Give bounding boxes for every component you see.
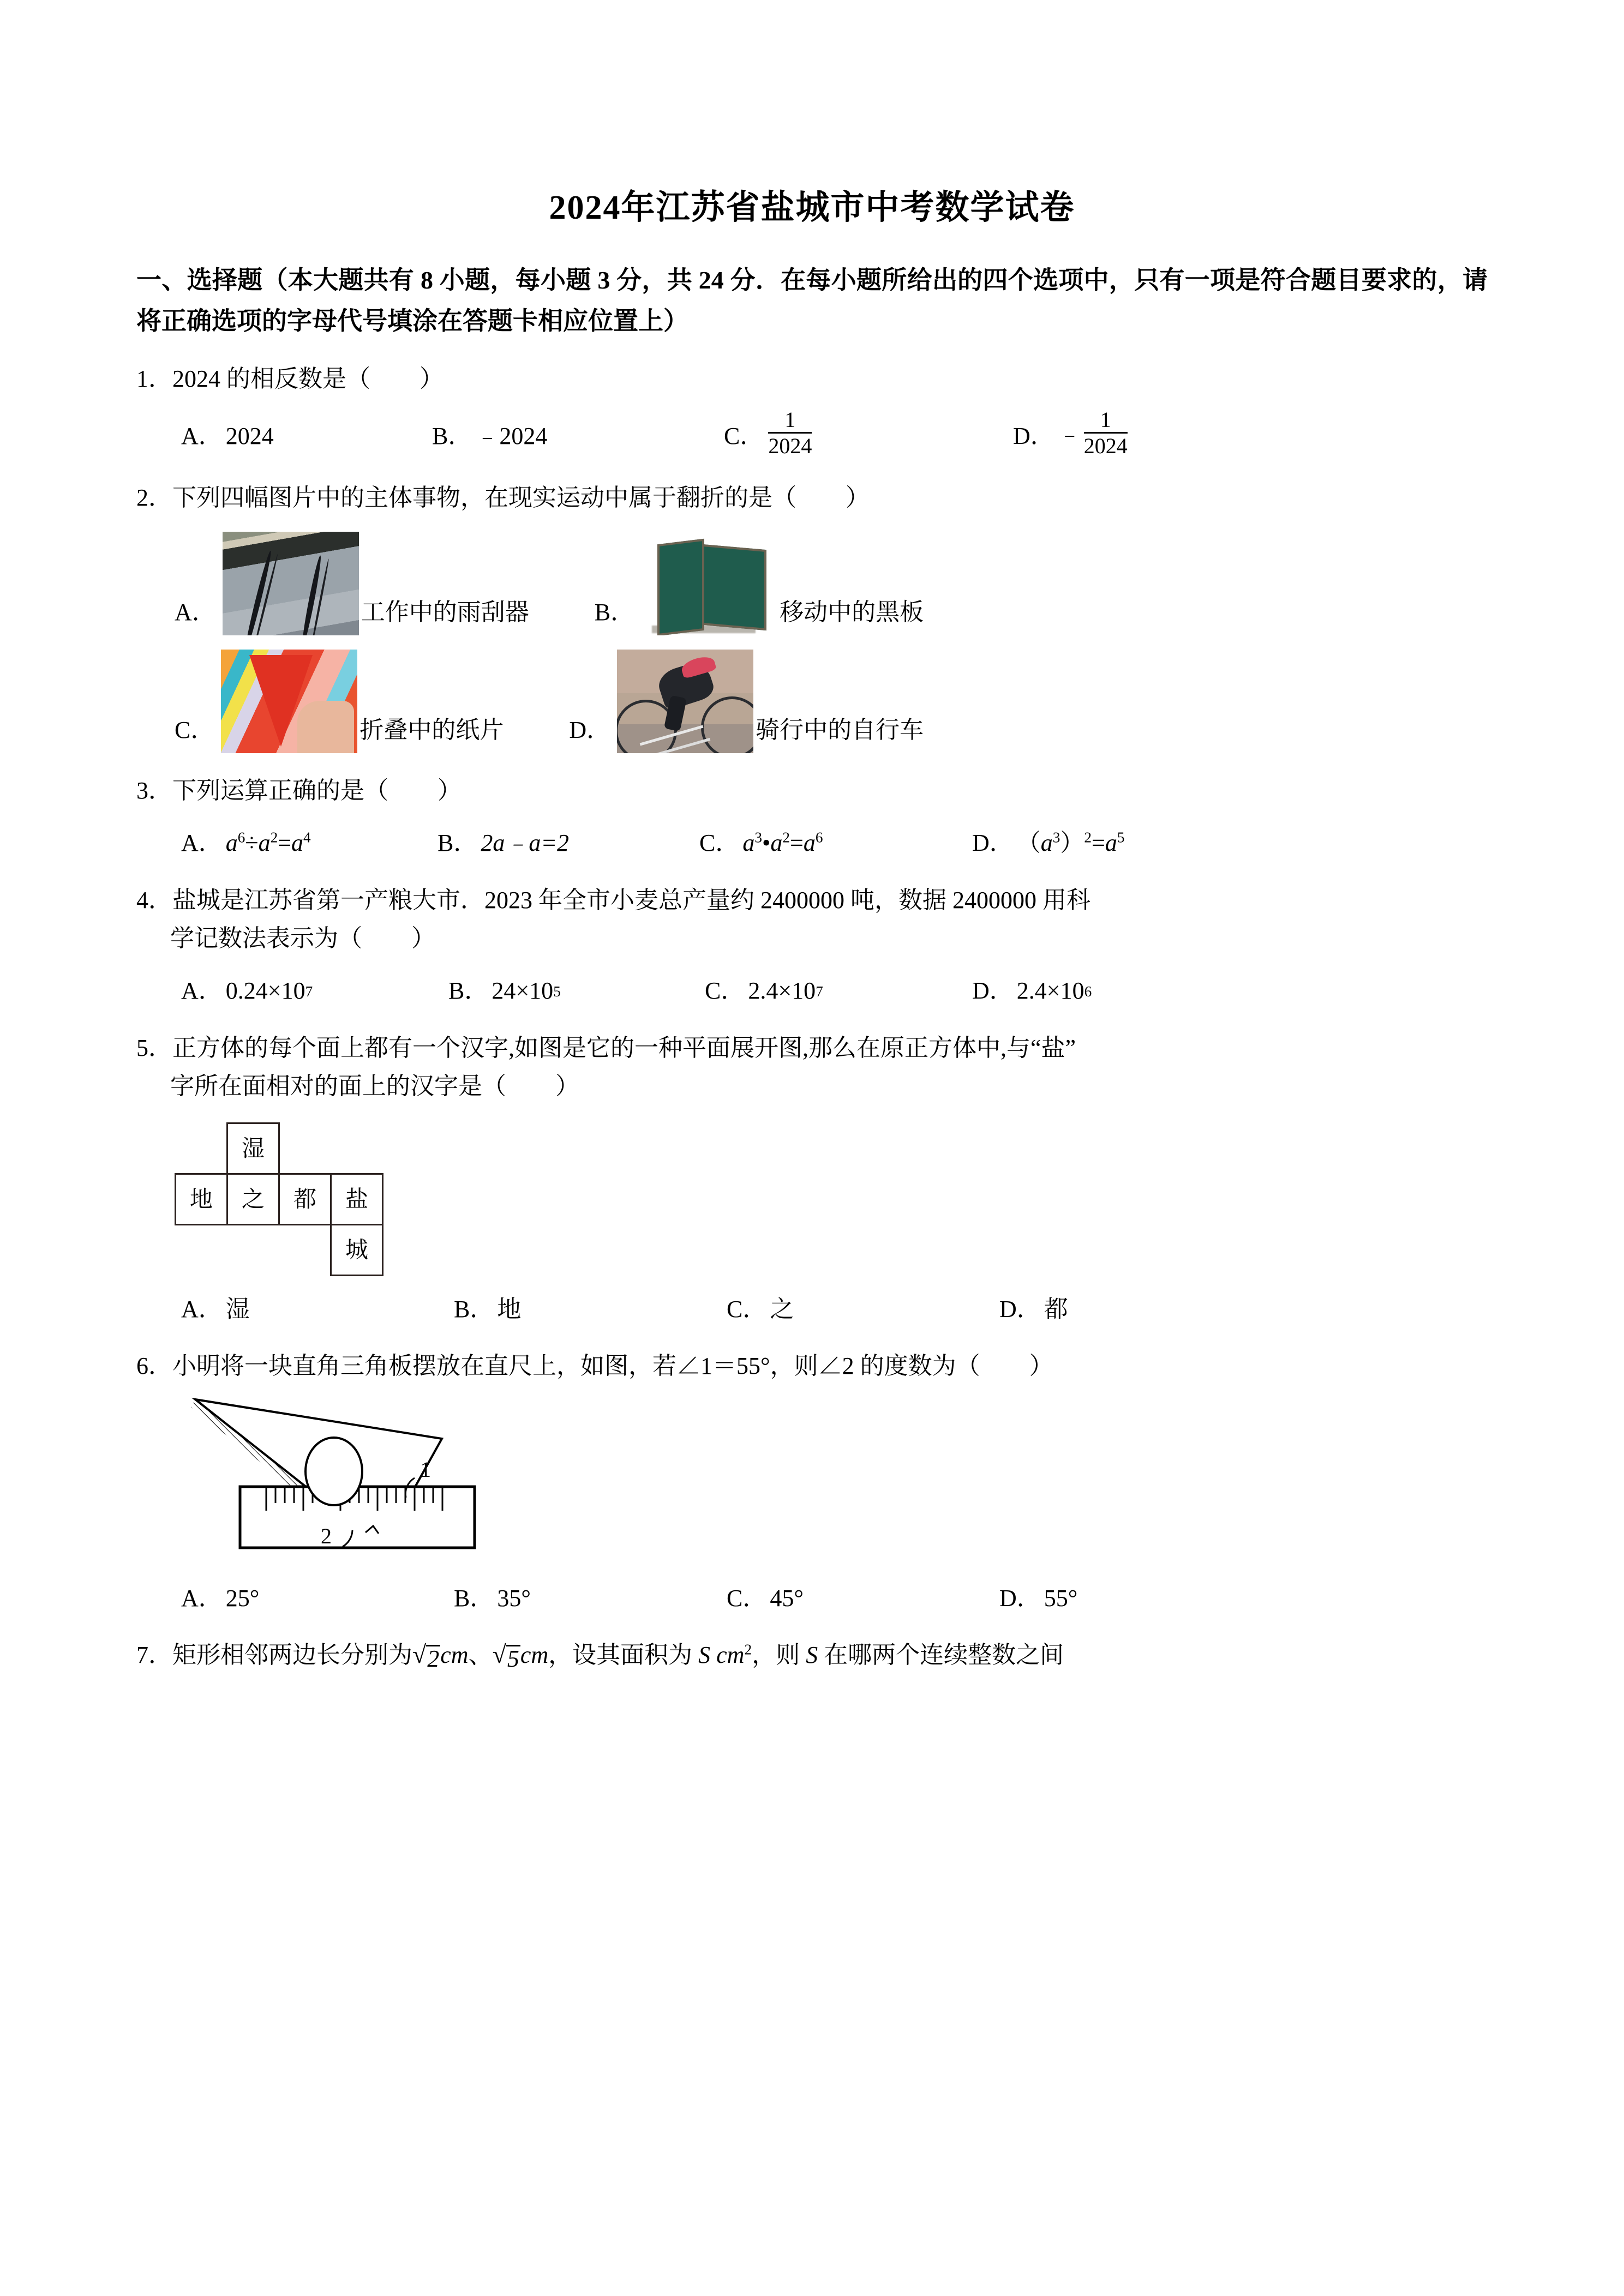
option-2-d[interactable] [569, 650, 924, 753]
question-1-number: 1． [136, 365, 172, 393]
question-2-options-row-2 [136, 650, 1488, 753]
close-paren: ） [1060, 830, 1084, 857]
net-row-3 [176, 1224, 383, 1275]
origami-paper-photo [221, 650, 357, 753]
exponent: 3 [1052, 829, 1060, 846]
option-caption-a: 工作中的雨刮器 [361, 599, 529, 626]
exponent: 2 [782, 829, 790, 846]
question-5-number: 5． [136, 1034, 172, 1061]
option-expression-a [226, 824, 311, 862]
unit-cm-2: cm [520, 1642, 549, 1669]
folding-blackboard-photo [641, 532, 777, 635]
minus-sign: ﹣ [1057, 420, 1082, 448]
question-3-number: 3． [136, 777, 172, 804]
option-1-b[interactable] [432, 412, 724, 460]
board-panel-right [702, 544, 766, 630]
option-1-d[interactable] [1013, 407, 1129, 460]
fraction-negative-one-over-2024 [1084, 409, 1128, 457]
option-caption-b: 移动中的黑板 [780, 599, 924, 626]
net-cell-du: 都 [279, 1174, 331, 1224]
question-2-text-after: ） [846, 484, 870, 512]
question-6-stem [136, 1347, 1488, 1385]
question-1 [136, 360, 1488, 460]
equals: = [278, 830, 292, 857]
fraction-denominator: 2024 [1084, 432, 1128, 457]
question-4-stem [136, 881, 1488, 919]
option-2-b[interactable] [595, 532, 924, 635]
option-label-d: D． [999, 1295, 1041, 1323]
base: a [1105, 830, 1117, 857]
option-label-d: D． [999, 1584, 1041, 1612]
option-value-c: 45° [770, 1584, 804, 1612]
option-4-b[interactable]: B． 24×10 5 [448, 972, 705, 1010]
question-1-stem [136, 360, 1488, 398]
option-label-d: D． [972, 830, 1014, 857]
net-cell-yan: 盐 [331, 1174, 383, 1224]
exponent: 6 [815, 829, 823, 846]
exponent: 4 [303, 829, 311, 846]
option-value-a: 2024 [225, 423, 274, 450]
option-expression-c [742, 824, 823, 862]
option-5-a[interactable] [181, 1290, 454, 1329]
option-label-b: B． [454, 1584, 494, 1612]
option-6-b[interactable] [454, 1579, 727, 1618]
option-label-b: B． [454, 1295, 494, 1323]
option-label-c: C． [705, 977, 745, 1005]
option-label-d: D． [569, 717, 611, 744]
base: a [770, 830, 783, 857]
board-panel-left [657, 539, 704, 635]
option-label-b: B． [594, 599, 635, 626]
fraction-one-over-2024 [768, 409, 812, 457]
question-4 [136, 881, 1488, 1011]
net-cell-empty [279, 1123, 331, 1174]
question-6-text-after: ） [1029, 1352, 1053, 1379]
option-3-d[interactable] [972, 824, 1125, 862]
separator: 、 [468, 1642, 493, 1669]
equals: = [1092, 830, 1105, 857]
option-4-d[interactable]: D． 2.4×10 6 [972, 972, 1092, 1010]
option-value-d: 2.4×10 [1016, 977, 1084, 1005]
radicand: 5 [507, 1645, 519, 1673]
fraction-numerator: 1 [1100, 407, 1111, 432]
question-1-options [136, 407, 1488, 460]
option-value-a: 湿 [225, 1295, 250, 1323]
question-6-number: 6． [136, 1352, 172, 1379]
option-label-c: C． [175, 717, 215, 744]
option-label-c: C． [699, 830, 740, 857]
option-label-c: C． [724, 423, 764, 450]
option-value-b: 24×10 [492, 977, 554, 1005]
question-2 [136, 479, 1488, 753]
fraction-numerator: 1 [784, 407, 796, 432]
radicand: 2 [427, 1645, 440, 1673]
net-row-2 [176, 1174, 383, 1224]
option-4-a[interactable]: A． 0.24×10 7 [181, 972, 448, 1010]
net-cell-shi: 湿 [227, 1123, 279, 1174]
net-cell-empty [279, 1224, 331, 1275]
windshield-wiper-photo [223, 532, 359, 635]
option-value-a: 0.24×10 [225, 977, 305, 1005]
bicycle-photo [617, 650, 753, 753]
question-2-number: 2． [136, 484, 172, 512]
triangle-finger-hole [305, 1438, 362, 1505]
question-3-text: 下列运算正确的是（ [172, 777, 388, 804]
option-value-d: 都 [1044, 1295, 1068, 1323]
question-3 [136, 772, 1488, 863]
option-3-c[interactable] [699, 824, 972, 862]
option-1-c[interactable] [724, 407, 1013, 460]
option-label-c: C． [727, 1584, 767, 1612]
question-7 [136, 1636, 1488, 1674]
question-2-stem [136, 479, 1488, 517]
base: a [258, 830, 271, 857]
question-7-part-3: ，则 [752, 1642, 800, 1669]
question-5-line-1: 正方体的每个面上都有一个汉字,如图是它的一种平面展开图,那么在原正方体中,与“盐” [172, 1034, 1076, 1061]
option-3-b[interactable] [438, 824, 699, 862]
base: a [1040, 830, 1053, 857]
option-2-c[interactable] [175, 650, 504, 753]
option-value-b: 35° [497, 1584, 531, 1612]
net-cell-empty [176, 1224, 227, 1275]
question-7-number: 7． [136, 1642, 172, 1669]
net-cell-zhi: 之 [227, 1174, 279, 1224]
question-7-part-1: 矩形相邻两边长分别为 [172, 1642, 412, 1669]
variable-s: S [698, 1642, 711, 1669]
cube-net-diagram [136, 1122, 1488, 1276]
question-4-line-2-wrap [136, 919, 1488, 958]
exponent: 6 [237, 829, 245, 846]
option-label-a: A． [175, 599, 216, 626]
option-value-a: 25° [225, 1584, 260, 1612]
bicycle-wheel-rear [701, 696, 753, 753]
question-5-line-2: 字所在面相对的面上的汉字是（ [170, 1073, 506, 1100]
base: a [225, 830, 238, 857]
question-2-options-row-1 [136, 532, 1488, 635]
option-value-c: 之 [770, 1295, 794, 1323]
question-2-text: 下列四幅图片中的主体事物，在现实运动中属于翻折的是（ [172, 484, 796, 512]
square-root-5 [492, 1640, 520, 1673]
option-label-c: C． [727, 1295, 767, 1323]
option-3-a[interactable] [181, 824, 438, 862]
open-paren: （ [1016, 830, 1041, 857]
question-3-options [136, 824, 1488, 862]
option-label-b: B． [448, 977, 489, 1005]
net-cell-empty [331, 1123, 383, 1174]
square-root-2 [412, 1640, 440, 1673]
option-label-a: A． [181, 1295, 223, 1323]
question-1-text-after: ） [420, 365, 444, 393]
question-4-options [136, 972, 1488, 1010]
angle-1-label: 1 [420, 1457, 431, 1482]
equals: = [790, 830, 804, 857]
option-4-c[interactable]: C． 2.4×10 7 [705, 972, 972, 1010]
option-6-d[interactable] [999, 1579, 1272, 1618]
option-value-b: ﹣2024 [475, 423, 548, 450]
net-cell-di: 地 [176, 1174, 227, 1224]
question-4-line-1: 盐城是江苏省第一产粮大市．2023 年全市小麦总产量约 2400000 吨，数据 2400000 用科 [172, 886, 1090, 913]
question-5-options [136, 1290, 1488, 1329]
option-label-b: B． [432, 423, 472, 450]
option-value-c: 2.4×10 [748, 977, 816, 1005]
question-3-text-after: ） [438, 777, 462, 804]
question-5-stem [136, 1029, 1488, 1067]
question-6 [136, 1347, 1488, 1618]
option-caption-c: 折叠中的纸片 [359, 717, 504, 744]
variable-s-2: S [806, 1642, 818, 1669]
question-7-part-2: ，设其面积为 [548, 1642, 693, 1669]
outer-exponent: 2 [1084, 829, 1092, 846]
radical-sign: √ [412, 1640, 427, 1669]
question-4-number: 4． [136, 886, 172, 913]
option-value-b: 地 [497, 1295, 522, 1323]
radical-sign: √ [492, 1640, 506, 1669]
unit-cm-squared: cm [716, 1642, 745, 1669]
question-5-line-2-wrap [136, 1067, 1488, 1105]
question-4-line-2: 学记数法表示为（ [170, 924, 362, 952]
question-6-options [136, 1579, 1488, 1618]
option-5-c[interactable] [727, 1290, 999, 1329]
question-1-text: 2024 的相反数是（ [172, 365, 370, 393]
option-1-a[interactable] [181, 412, 432, 460]
option-expression-d [1017, 824, 1125, 862]
question-4-line-2-after: ） [411, 924, 435, 952]
question-5-line-2-after: ） [555, 1073, 579, 1100]
net-cell-empty [227, 1224, 279, 1275]
question-3-stem [136, 772, 1488, 810]
net-cell-empty [176, 1123, 227, 1174]
option-5-b[interactable] [454, 1290, 727, 1329]
section-heading: 一、选择题（本大题共有 8 小题，每小题 3 分，共 24 分．在每小题所给出的四个选项中，只有一项是符合题目要求的，请将正确选项的字母代号填涂在答题卡相应位置上） [136, 266, 1488, 335]
operator: • [762, 830, 771, 857]
unit-cm-1: cm [440, 1642, 469, 1669]
option-2-a[interactable] [175, 532, 529, 635]
option-label-b: B． [438, 830, 478, 857]
angle-2-label: 2 [321, 1524, 332, 1549]
net-cell-cheng: 城 [331, 1224, 383, 1275]
option-6-a[interactable] [181, 1579, 454, 1618]
operator: ÷ [245, 830, 259, 857]
fraction-denominator: 2024 [768, 432, 812, 457]
exponent: 5 [1117, 829, 1125, 846]
option-label-a: A． [181, 1584, 223, 1612]
net-row-1 [176, 1123, 383, 1174]
option-expression-b: 2a﹣a=2 [481, 830, 570, 857]
unit-exponent: 2 [744, 1641, 752, 1658]
exponent: 3 [754, 829, 762, 846]
question-6-text: 小明将一块直角三角板摆放在直尺上，如图，若∠1＝55°，则∠2 的度数为（ [172, 1352, 980, 1379]
base: a [742, 830, 755, 857]
base: a [803, 830, 816, 857]
option-5-d[interactable] [999, 1290, 1272, 1329]
exponent: 2 [270, 829, 278, 846]
question-5 [136, 1029, 1488, 1329]
option-label-a: A． [181, 977, 223, 1005]
option-label-d: D． [972, 977, 1014, 1005]
page-title: 2024年江苏省盐城市中考数学试卷 [549, 189, 1075, 226]
cube-net-table [175, 1122, 383, 1276]
option-value-d: 55° [1044, 1584, 1078, 1612]
option-6-c[interactable] [727, 1579, 999, 1618]
option-label-d: D． [1013, 423, 1054, 450]
ruler-triangle-figure [136, 1395, 1488, 1565]
base: a [291, 830, 304, 857]
option-label-a: A． [181, 830, 223, 857]
option-label-a: A． [181, 423, 223, 450]
question-7-part-4: 在哪两个连续整数之间 [824, 1642, 1064, 1669]
question-7-stem [136, 1636, 1488, 1674]
ruler-triangle-svg [185, 1395, 622, 1553]
option-caption-d: 骑行中的自行车 [756, 717, 924, 744]
